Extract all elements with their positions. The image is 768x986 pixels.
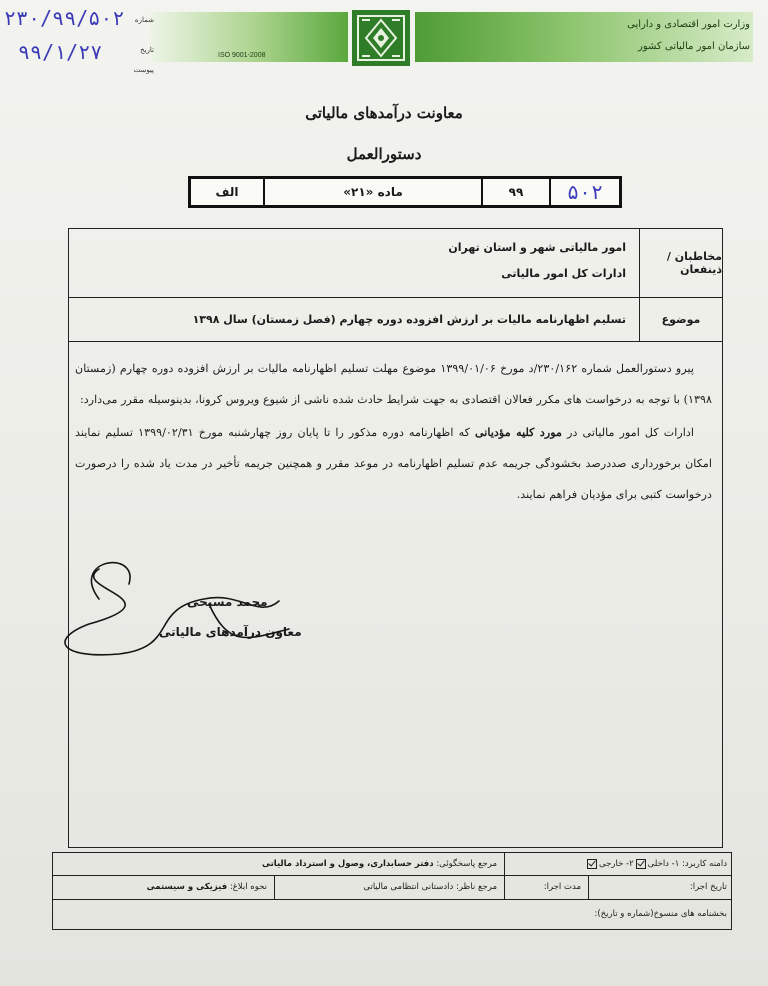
document-type-title: دستورالعمل (346, 145, 422, 163)
iso-label: ISO 9001-2008 (218, 52, 266, 59)
recipients-row (69, 229, 722, 298)
paragraph-emphasis: مورد کلیه مؤدیانی (474, 425, 563, 439)
supervisor-label: مرجع ناظر: (456, 882, 497, 892)
signer-role: معاون درآمدهای مالیاتی (159, 625, 302, 639)
scope-cell (505, 853, 731, 875)
exec-date-label: تاریخ اجرا: (689, 882, 727, 892)
supervisor-cell (359, 875, 501, 899)
recipients-label: مخاطبان / ذینفعان (639, 229, 722, 297)
footer-table (52, 852, 732, 930)
instruction-form (68, 228, 723, 848)
scope-external-label: ۲- خارجی (599, 859, 634, 869)
scope-label: دامنه کاربرد: ۱- داخلی (647, 859, 727, 869)
recipient-item: امور مالیاتی شهر و استان تهران (448, 241, 626, 254)
subject-text: تسلیم اظهارنامه مالیات بر ارزش افزوده دوره چهارم (فصل زمستان) سال ۱۳۹۸ (192, 312, 626, 326)
number-label: شماره (134, 16, 154, 24)
subject-row (69, 297, 722, 342)
divider (504, 853, 505, 875)
handwritten-number: ۲۳۰/۹۹/۵۰۲ (4, 6, 125, 30)
reference-article: ماده «۲۱» (263, 179, 481, 205)
organization-line: سازمان امور مالیاتی کشور (638, 41, 750, 52)
recipient-item: ادارات کل امور مالیاتی (501, 267, 626, 280)
attachment-label: پیوست (133, 66, 154, 74)
reference-strip (188, 176, 622, 208)
deputy-title: معاونت درآمدهای مالیاتی (305, 104, 463, 122)
revoked-label: بخشنامه های منسوخ(شماره و تاریخ): (594, 909, 727, 919)
responder-cell (258, 853, 501, 875)
exec-period-label: مدت اجرا: (543, 882, 581, 892)
notify-cell (143, 875, 271, 899)
footer-row-execution (53, 875, 731, 900)
reference-number-handwritten: ۵۰۲ (549, 179, 619, 205)
divider (588, 875, 589, 899)
instruction-body (75, 353, 712, 512)
paragraph-text: که اظهارنامه دوره مذکور را تا پایان روز چهارشنبه مورخ ۱۳۹۹/۰۲/۳۱ تسلیم نمایند امکان برخورداری صددرصد بخشودگی جریمه عدم تسلیم اظهارنامه در موعد مقرر و همچنین جریمه تأخیر در مدت یاد شده را درصورت درخواست کتبی برای مؤدیان فراهم نمایند. (75, 426, 712, 501)
signer-name: محمد مسیحی (187, 595, 268, 609)
notify-label: نحوه ابلاغ: (229, 882, 267, 892)
subject-label: موضوع (639, 297, 722, 341)
notify-value: فیزیکی و سیستمی (146, 882, 228, 892)
footer-row-scope (53, 853, 731, 876)
footer-row-revoked (53, 899, 731, 929)
responder-value: دفتر حسابداری، وصول و استرداد مالیاتی (261, 859, 434, 869)
divider (504, 875, 505, 899)
checkbox-external-icon[interactable] (587, 859, 597, 869)
letter-meta (4, 6, 154, 86)
recipients-list (448, 235, 626, 287)
checkbox-internal-icon[interactable] (636, 859, 646, 869)
responder-label: مرجع پاسخگوئی: (436, 859, 497, 869)
ministry-line: وزارت امور اقتصادی و دارایی (627, 19, 750, 30)
paragraph-text: ادارات کل امور مالیاتی در (567, 426, 694, 439)
ministry-header (627, 14, 750, 58)
date-label: تاریخ (140, 46, 154, 54)
reference-year: ۹۹ (481, 179, 549, 205)
body-paragraph: پیرو دستورالعمل شماره ۲۳۰/۱۶۲/د مورخ ۱۳۹۹/۰۱/۰۶ موضوع مهلت تسلیم اظهارنامه مالیات بر ارزش افزوده دوره چهارم (زمستان ۱۳۹۸) با توجه به درخواست های مکرر فعالان اقتصادی به جهت شرایط حادث شده ناشی از شیوع ویروس کرونا، بدینوسیله مقرر می‌دارد: (75, 362, 712, 406)
body-paragraph (75, 417, 712, 510)
handwritten-date: ۹۹/۱/۲۷ (18, 40, 103, 64)
tax-organization-logo-icon (350, 8, 412, 68)
supervisor-value: دادستانی انتظامی مالیاتی (363, 882, 454, 892)
reference-series: الف (215, 185, 239, 199)
divider (274, 875, 275, 899)
